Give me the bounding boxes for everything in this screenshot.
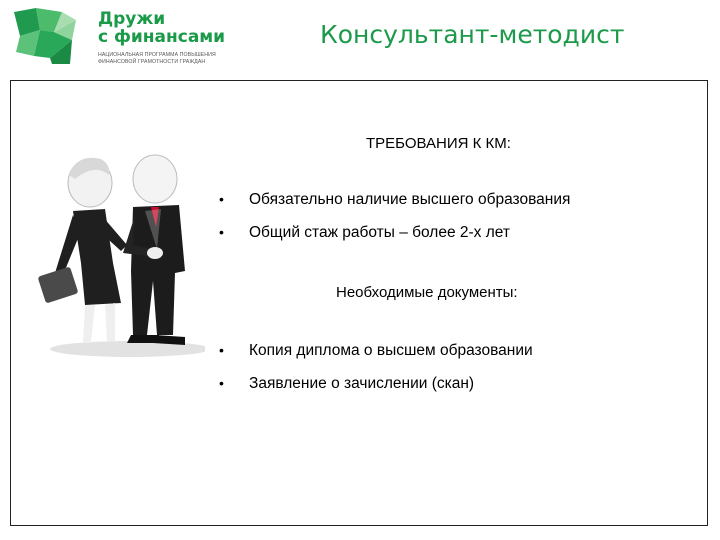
list-item <box>219 224 510 242</box>
brand-mark-icon <box>10 6 78 66</box>
content-frame <box>10 80 708 526</box>
requirements-heading: ТРЕБОВАНИЯ К КМ: <box>366 135 511 152</box>
bullet: • <box>219 191 224 207</box>
documents-heading: Необходимые документы: <box>336 284 518 301</box>
bullet: • <box>219 375 224 391</box>
document-text: Копия диплома о высшем образовании <box>249 342 533 359</box>
list-item <box>219 342 533 360</box>
requirement-text: Обязательно наличие высшего образования <box>249 191 571 208</box>
slide-header <box>0 0 720 70</box>
brand-logo <box>10 6 240 66</box>
slide-title: Консультант-методист <box>320 20 625 49</box>
requirement-text: Общий стаж работы – более 2-х лет <box>249 224 510 241</box>
list-item <box>219 191 570 209</box>
logo-subtitle: НАЦИОНАЛЬНАЯ ПРОГРАММА ПОВЫШЕНИЯ ФИНАНСОВОЙ ГРАМОТНОСТИ ГРАЖДАН <box>98 52 216 65</box>
document-text: Заявление о зачислении (скан) <box>249 375 475 392</box>
bullet: • <box>219 342 224 358</box>
list-item <box>219 375 474 393</box>
business-people-illustration <box>35 153 205 363</box>
bullet: • <box>219 224 224 240</box>
logo-title: Дружи с финансами <box>98 9 226 47</box>
